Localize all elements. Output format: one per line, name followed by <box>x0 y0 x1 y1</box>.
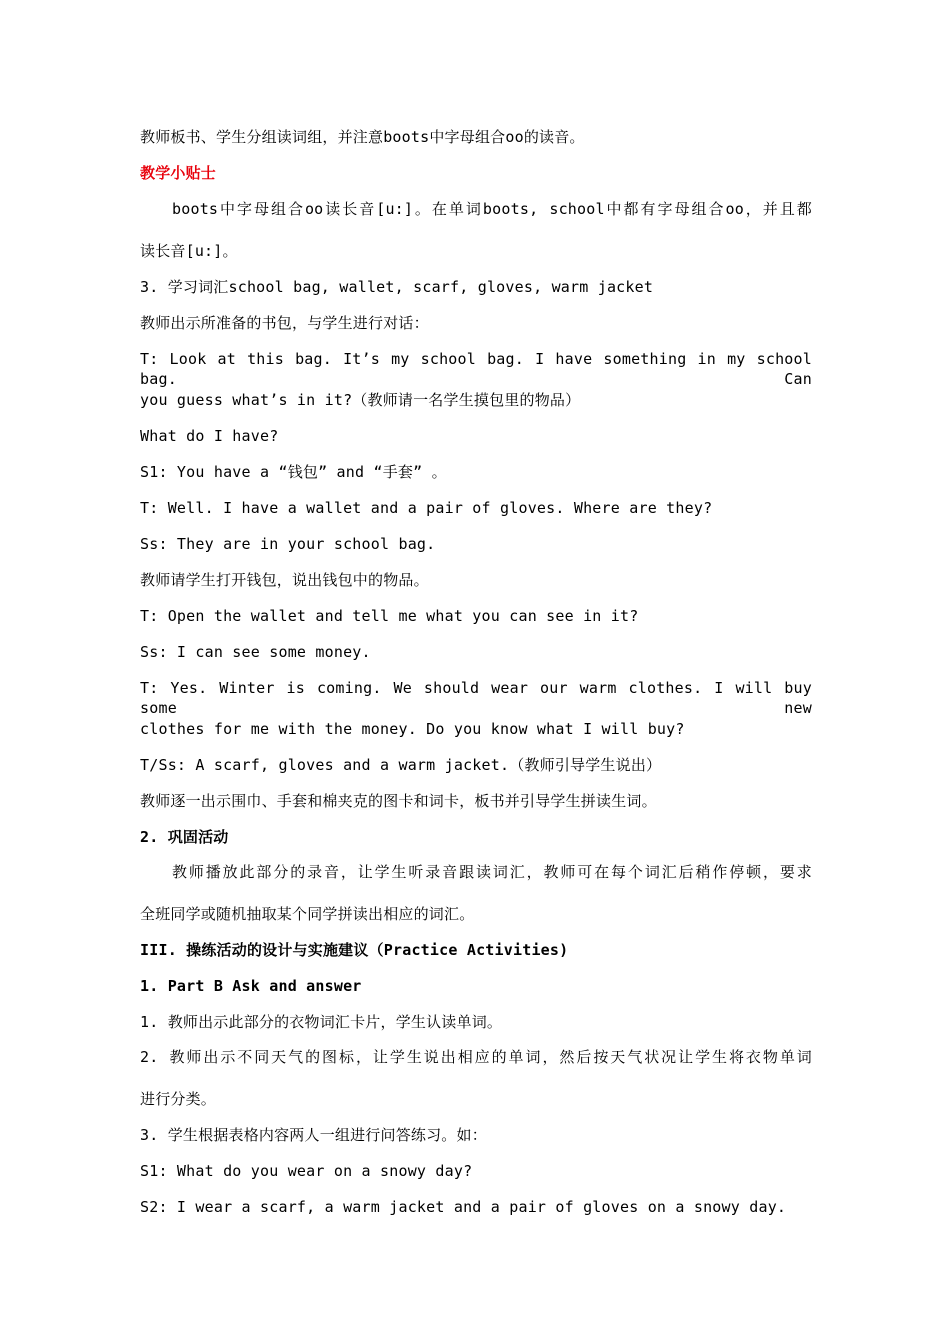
dialogue-line: T: Look at this bag. It’s my school bag. I have something in my school bag. Can <box>140 350 812 388</box>
dialogue-line: clothes for me with the money. Do you know what I will buy? <box>140 720 685 738</box>
dialogue-line: What do I have? <box>140 427 279 445</box>
paragraph-line: 读长音[u:]。 <box>140 242 238 260</box>
dialogue-line: T: Yes. Winter is coming. We should wear our warm clothes. I will buy some new <box>140 679 812 717</box>
dialogue-line: S1: You have a “钱包” and “手套” 。 <box>140 463 447 481</box>
paragraph-line: 全班同学或随机抽取某个同学拼读出相应的词汇。 <box>140 905 475 923</box>
numbered-item: 3. 学习词汇school bag, wallet, scarf, gloves, warm jacket <box>140 278 654 296</box>
dialogue-line: Ss: I can see some money. <box>140 643 371 661</box>
section-heading: III. 操练活动的设计与实施建议（Practice Activities) <box>140 941 569 959</box>
dialogue-line: Ss: They are in your school bag. <box>140 535 436 553</box>
paragraph-line: boots中字母组合oo读长音[u:]。在单词boots, school中都有字母组合oo，并且都 <box>172 200 812 218</box>
subsection-heading: 1. Part B Ask and answer <box>140 977 362 995</box>
paragraph-line: 教师逐一出示围巾、手套和棉夹克的图卡和词卡，板书并引导学生拼读生词。 <box>140 792 657 810</box>
dialogue-line: T/Ss: A scarf, gloves and a warm jacket.（教师引导学生说出） <box>140 756 662 774</box>
numbered-item: 1. 教师出示此部分的衣物词汇卡片，学生认读单词。 <box>140 1013 503 1031</box>
section-heading: 2. 巩固活动 <box>140 828 229 846</box>
paragraph-line: 教师板书、学生分组读词组，并注意boots中字母组合oo的读音。 <box>140 128 585 146</box>
dialogue-line: T: Well. I have a wallet and a pair of gloves. Where are they? <box>140 499 713 517</box>
paragraph-line: 进行分类。 <box>140 1090 217 1108</box>
paragraph-line: 教师播放此部分的录音，让学生听录音跟读词汇，教师可在每个词汇后稍作停顿，要求 <box>172 863 812 881</box>
teaching-tip-heading: 教学小贴士 <box>140 164 217 182</box>
numbered-item: 2. 教师出示不同天气的图标，让学生说出相应的单词，然后按天气状况让学生将衣物单词 <box>140 1048 812 1066</box>
dialogue-line: you guess what’s in it?（教师请一名学生摸包里的物品） <box>140 391 581 409</box>
dialogue-line: S1: What do you wear on a snowy day? <box>140 1162 473 1180</box>
dialogue-line: S2: I wear a scarf, a warm jacket and a pair of gloves on a snowy day. <box>140 1198 787 1216</box>
paragraph-line: 教师请学生打开钱包，说出钱包中的物品。 <box>140 571 429 589</box>
paragraph-line: 教师出示所准备的书包，与学生进行对话： <box>140 314 429 332</box>
dialogue-line: T: Open the wallet and tell me what you can see in it? <box>140 607 639 625</box>
numbered-item: 3. 学生根据表格内容两人一组进行问答练习。如： <box>140 1126 487 1144</box>
